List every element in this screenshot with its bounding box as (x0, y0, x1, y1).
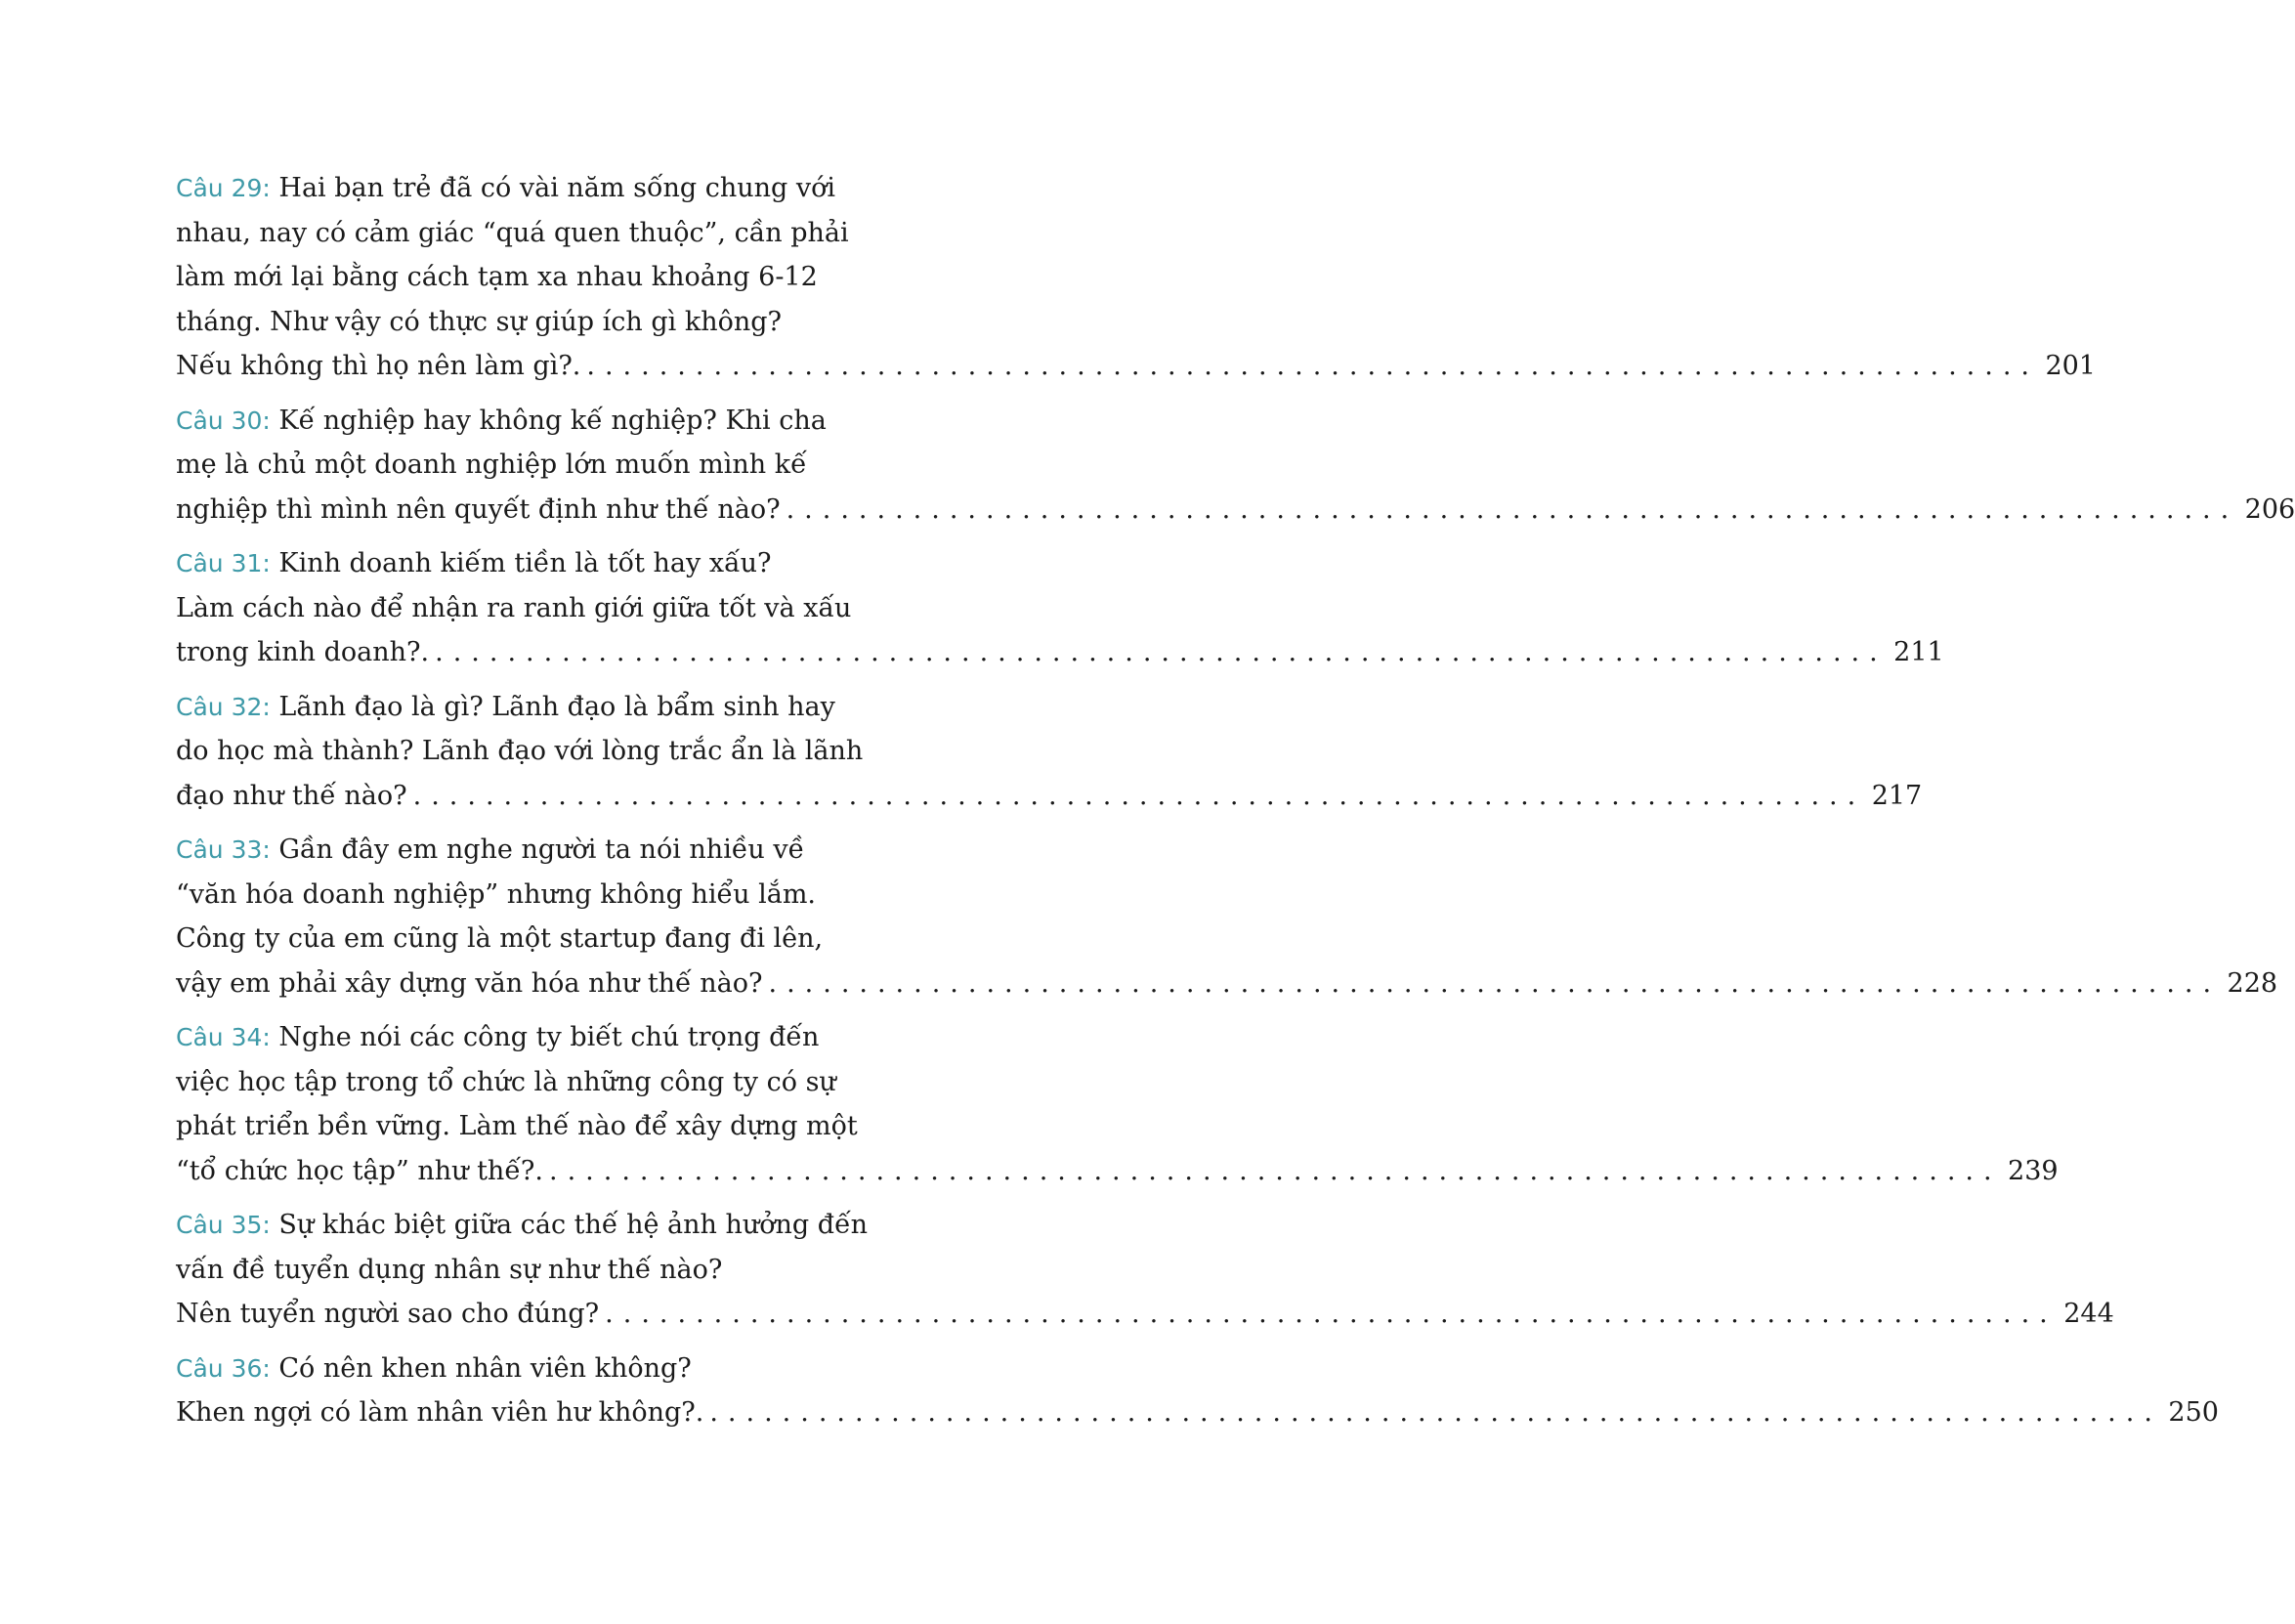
entry-text-line: việc học tập trong tổ chức là những công ty có sự (176, 1066, 836, 1097)
entry-text-line: Lãnh đạo là gì? Lãnh đạo là bẩm sinh hay (270, 691, 835, 722)
entry-text-line: “tổ chức học tập” như thế?. (176, 1155, 543, 1186)
page-number: 206 (2244, 493, 2295, 525)
entry-first-line (176, 1015, 860, 1060)
entry-text-line: vấn đề tuyển dụng nhân sự như thế nào? (176, 1254, 723, 1285)
entry-text-line: Làm cách nào để nhận ra ranh giới giữa tốt và xấu (176, 592, 852, 623)
toc-entry (176, 1015, 2059, 1193)
entry-first-line (176, 166, 860, 211)
entry-text-line: do học mà thành? Lãnh đạo với lòng trắc ẩn là lãnh (176, 736, 864, 766)
entry-text-line: Có nên khen nhân viên không? (270, 1352, 692, 1384)
entry-text-line: Kế nghiệp hay không kế nghiệp? Khi cha (270, 405, 827, 436)
toc-entry (176, 1346, 2219, 1435)
toc-entry (176, 541, 1944, 675)
page-number: 217 (1871, 780, 1923, 811)
dot-leader: ................................................................................ (786, 493, 2239, 525)
entry-first-line (176, 828, 860, 873)
entry-text-line: làm mới lại bằng cách tạm xa nhau khoảng 6-12 (176, 262, 818, 292)
toc-entry (176, 1203, 2114, 1337)
page-number: 250 (2168, 1397, 2219, 1428)
entry-text-line: Kinh doanh kiếm tiền là tốt hay xấu? (270, 548, 772, 578)
entry-text-line: Sự khác biệt giữa các thế hệ ảnh hưởng đến (270, 1210, 869, 1240)
entry-text-line: nghiệp thì mình nên quyết định như thế nào? (176, 493, 781, 525)
entry-text-line: tháng. Như vậy có thực sự giúp ích gì không? (176, 306, 783, 337)
dot-leader: ................................................................................ (709, 1397, 2162, 1428)
entry-text-line: vậy em phải xây dựng văn hóa như thế nào? (176, 967, 763, 999)
question-label: Câu 32: (176, 692, 271, 721)
entry-text-line: Gần đây em nghe người ta nói nhiều về (270, 834, 805, 865)
entry-text-line: Nghe nói các công ty biết chú trọng đến (270, 1022, 820, 1052)
page-number: 211 (1893, 637, 1944, 667)
entry-text-line: đạo như thế nào? (176, 780, 407, 811)
page-number: 228 (2227, 967, 2278, 999)
entry-text-line: phát triển bền vững. Làm thế nào để xây dựng một (176, 1111, 858, 1141)
entry-last-line (176, 1390, 2219, 1435)
entry-last-line (176, 1292, 2114, 1337)
dot-leader: ................................................................................ (412, 780, 1866, 811)
dot-leader: ................................................................................ (548, 1155, 2002, 1186)
entry-text-line: Hai bạn trẻ đã có vài năm sống chung với (270, 173, 836, 203)
question-label: Câu 30: (176, 406, 271, 435)
entry-first-line (176, 399, 860, 444)
entry-text-line: Nên tuyển người sao cho đúng? (176, 1299, 600, 1329)
dot-leader: ................................................................................ (435, 637, 1888, 667)
entry-text-line: nhau, nay có cảm giác “quá quen thuộc”, cần phải (176, 217, 849, 248)
entry-last-line (176, 488, 2295, 533)
question-label: Câu 35: (176, 1211, 271, 1239)
toc-entry (176, 828, 2278, 1005)
entry-last-line (176, 630, 1944, 675)
dot-leader: ................................................................................ (586, 351, 2039, 381)
entry-first-line (176, 685, 860, 730)
toc-entry (176, 685, 1923, 819)
toc-entry (176, 166, 2096, 389)
dot-leader: ................................................................................ (768, 967, 2222, 999)
entry-last-line (176, 1149, 2059, 1194)
entry-text-line: Công ty của em cũng là một startup đang đi lên, (176, 923, 824, 954)
entry-text-line: Khen ngợi có làm nhân viên hư không?. (176, 1397, 704, 1428)
toc-entry (176, 399, 2295, 533)
question-label: Câu 34: (176, 1023, 271, 1051)
entry-last-line (176, 344, 2096, 389)
dot-leader: ................................................................................ (605, 1299, 2058, 1329)
entry-first-line (176, 1346, 860, 1391)
table-of-contents (176, 166, 2295, 1445)
entry-text-line: “văn hóa doanh nghiệp” nhưng không hiểu lắm. (176, 878, 817, 910)
page-number: 201 (2045, 351, 2096, 381)
entry-first-line (176, 1203, 869, 1248)
question-label: Câu 36: (176, 1353, 271, 1383)
page-number: 239 (2008, 1155, 2059, 1186)
entry-last-line (176, 962, 2278, 1006)
entry-text-line: mẹ là chủ một doanh nghiệp lớn muốn mình kế (176, 449, 807, 480)
entry-text-line: Nếu không thì họ nên làm gì?. (176, 351, 581, 381)
entry-first-line (176, 541, 860, 586)
entry-text-line: trong kinh doanh?. (176, 637, 430, 667)
question-label: Câu 29: (176, 174, 271, 202)
entry-last-line (176, 774, 1923, 819)
page-number: 244 (2063, 1299, 2114, 1329)
question-label: Câu 31: (176, 549, 271, 577)
question-label: Câu 33: (176, 835, 271, 864)
